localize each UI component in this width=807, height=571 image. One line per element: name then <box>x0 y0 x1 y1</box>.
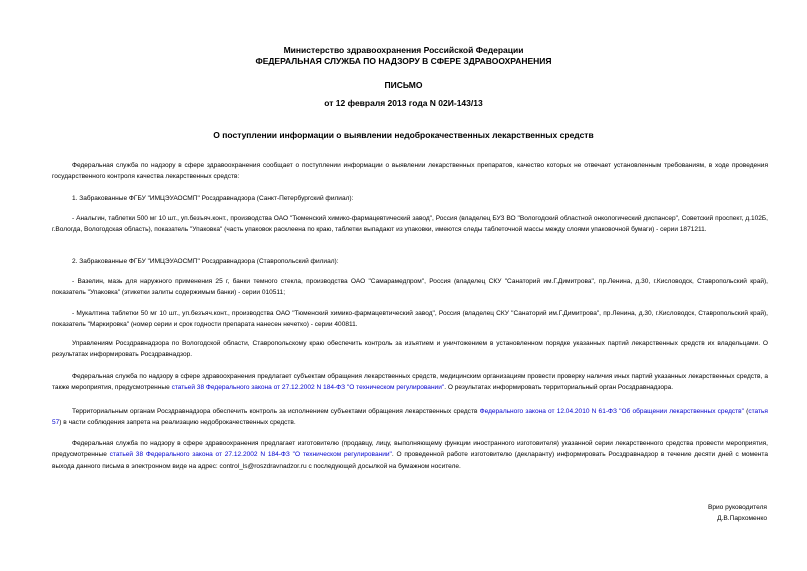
article-57-link[interactable]: статья 57 <box>52 408 768 427</box>
signature-block <box>708 503 767 524</box>
law-184fz-article-38-link-2[interactable]: статьей 38 Федерального закона от 27.12.2002 N 184-ФЗ "О техническом регулировании" <box>109 451 392 459</box>
paragraph-item-vaseline <box>52 276 768 299</box>
paragraph-item-analgin <box>52 213 768 236</box>
paragraph-manufacturer-directive <box>52 438 768 472</box>
paragraph-item-mukaltin-text: - Мукалтина таблетки 50 мг 10 шт., уп.безъяч.конт., производства ОАО "Тюменский химико-фармацевтический завод", Россия (владелец СКУ "Санаторий им.Г.Димитрова", пр.Ленина, д.30, г.Кисловодск, Ставропольский край), показатель "Маркировка" (номер серии и срок годности препарата нанесен нечетко) - серии 400811. <box>52 310 768 329</box>
law-61fz-link[interactable]: Федерального закона от 12.04.2010 N 61-ФЗ "Об обращении лекарственных средств" <box>479 408 744 415</box>
paragraph-territorial-control-text-b: ( <box>743 408 749 415</box>
paragraph-manufacturer-directive-text-b: . О проведенной работе изготовителю (декларанту) информировать Росздравнадзор в течение десяти дней с момента выхода данного письма в электронном виде на адрес: control_ls@roszdravnadzor.ru с последующей досылкой на бумажном носителе. <box>52 451 768 470</box>
paragraph-territorial-control <box>52 406 768 429</box>
paragraph-section-2-text: 2. Забракованные ФГБУ "ИМЦЭУАОСМП" Росздравнадзора (Ставропольский филиал): <box>72 258 339 265</box>
paragraph-control-directive <box>52 338 768 361</box>
paragraph-control-directive-text: Управлениям Росздравнадзора по Вологодской области, Ставропольскому краю обеспечить контроль за изъятием и уничтожением в установленном порядке указанных партий лекарственных средств их владельцами. О результатах информировать Росздравнадзор. <box>52 340 768 359</box>
paragraph-subjects-check-text-b: . О результатах информировать территориальный орган Росздравнадзора. <box>444 384 674 392</box>
signature-name: Д.В.Пархоменко <box>717 514 767 522</box>
document-title: О поступлении информации о выявлении недоброкачественных лекарственных средств <box>213 130 594 140</box>
paragraph-item-vaseline-text: - Вазелин, мазь для наружного применения 25 г, банки темного стекла, производства ОАО "Самарамедпром", Россия (владелец СКУ "Санаторий им.Г.Димитрова", пр.Ленина, д.30, г.Кисловодск, Ставропольский край), показатель "Упаковка" (этикетки залиты содержимым банки) - серии 010511; <box>52 278 768 297</box>
paragraph-subjects-check-text-a: Федеральная служба по надзору в сфере здравоохранения предлагает субъектам обращения лекарственных средств, медицинским организациям провести проверку наличия иных партий указанных лекарственных средств, а также мероприятия, предусмотренные <box>52 373 768 392</box>
paragraph-section-1 <box>52 193 768 204</box>
paragraph-territorial-control-text-c: ) в части соблюдения запрета на реализацию недоброкачественных средств. <box>59 419 296 427</box>
signature-position: Врио руководителя <box>707 504 767 511</box>
paragraph-subjects-check <box>52 371 768 394</box>
paragraph-item-mukaltin <box>52 308 768 331</box>
document-type: ПИСЬМО <box>384 80 423 90</box>
paragraph-section-2 <box>52 256 768 267</box>
agency-name: ФЕДЕРАЛЬНАЯ СЛУЖБА ПО НАДЗОРУ В СФЕРЕ ЗДРАВООХРАНЕНИЯ <box>255 56 552 66</box>
paragraph-manufacturer-directive-text-a: Федеральная служба по надзору в сфере здравоохранения предлагает изготовителю (продавцу, лицу, выполняющему функции иностранного изготовителя) указанной серии лекарственного средства провести мероприятия, предусмотренные <box>52 440 768 459</box>
paragraph-item-analgin-text: - Анальгин, таблетки 500 мг 10 шт., уп.безъяч.конт., производства ОАО "Тюменский химико-фармацевтический завод", Россия (владелец БУЗ ВО "Вологодский областной онкологический диспансер", Советский проспект, д.102Б, г.Вологда, Вологодская область), показатель "Упаковка" (часть упаковок расклеена по краю, таблетки выпадают из упаковки, имеются следы таблеточной массы между слоями упаковочной бумаги) - серии 1871211. <box>52 215 768 234</box>
paragraph-intro-text: Федеральная служба по надзору в сфере здравоохранения сообщает о поступлении информации о выявлении лекарственных препаратов, качество которых не отвечает установленным требованиям, в ходе проведения государственного контроля качества лекарственных средств: <box>52 162 768 181</box>
ministry-name: Министерство здравоохранения Российской Федерации <box>283 45 524 55</box>
paragraph-intro <box>52 160 768 183</box>
paragraph-territorial-control-text-a: Территориальным органам Росздравнадзора обеспечить контроль за исполнением субъектами обращения лекарственных средств <box>72 408 480 415</box>
law-184fz-article-38-link[interactable]: статьей 38 Федерального закона от 27.12.2002 N 184-ФЗ "О техническом регулировании" <box>171 384 445 392</box>
paragraph-section-1-text: 1. Забракованные ФГБУ "ИМЦЭУАОСМП" Росздравнадзора (Санкт-Петербургский филиал): <box>72 195 354 202</box>
document-date-number: от 12 февраля 2013 года N 02И-143/13 <box>324 98 483 108</box>
